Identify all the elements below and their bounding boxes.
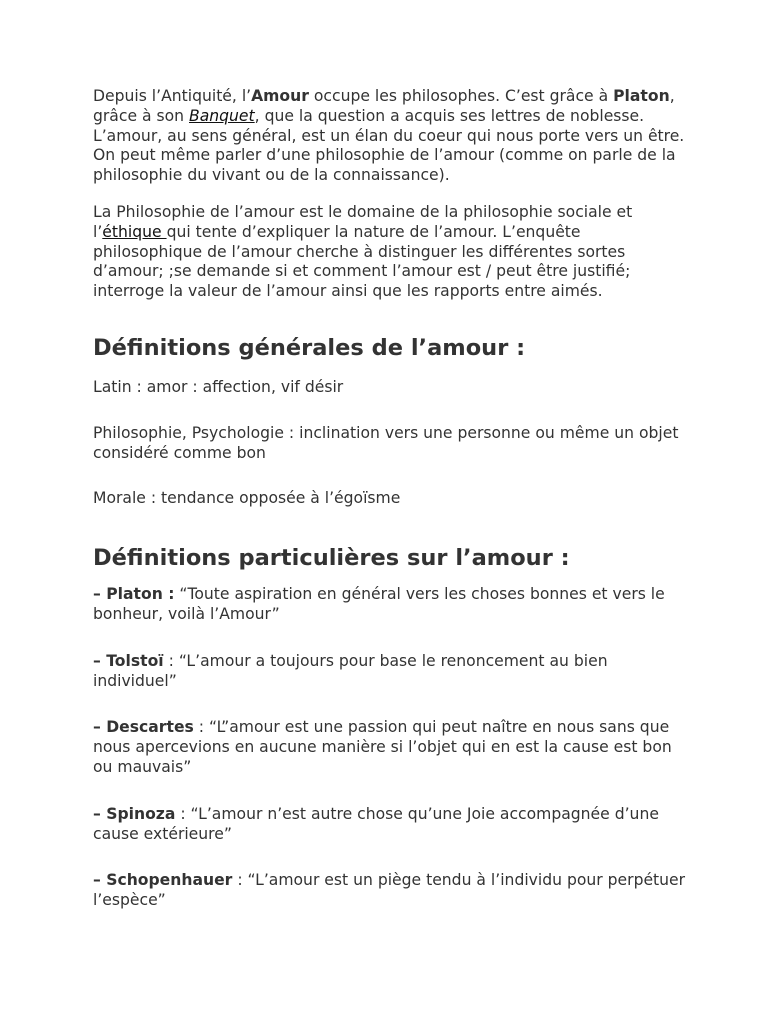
banquet-link[interactable]: Banquet	[189, 106, 255, 125]
quote-text: : “L’amour est un piège tendu à l’individu pour perpétuer l’espèce”	[93, 871, 686, 910]
quote-schopenhauer: – Schopenhauer : “L’amour est un piège tendu à l’individu pour perpétuer l’espèce”	[93, 871, 686, 910]
quote-platon: – Platon : “Toute aspiration en général vers les choses bonnes et vers le bonheur, voilà l’Amour”	[93, 585, 665, 623]
quote-descartes: – Descartes : “L”amour est une passion qui peut naître en nous sans que nous apercevions en aucune manière si l’objet qui en est la cause est bon ou mauvais”	[93, 718, 672, 776]
definition-morale: Morale : tendance opposée à l’égoïsme	[93, 489, 401, 508]
intro-paragraph-1: Depuis l’Antiquité, l’Amour occupe les philosophes. C’est grâce à Platon, grâce à son Banquet, que la question a acquis ses lettres de noblesse. L’amour, au sens général, est un élan du coeur qui nous porte vers un être. On peut même parler d’une philosophie de l’amour (comme on parle de la philosophie du vivant ou de la connaissance).	[93, 87, 685, 185]
quote-author: Descartes	[106, 718, 194, 737]
particular-definitions-heading: Définitions particulières sur l’amour :	[93, 545, 570, 572]
definition-philosophie: Philosophie, Psychologie : inclination vers une personne ou même un objet considéré comme bon	[93, 423, 679, 462]
quote-text: “Toute aspiration en général vers les choses bonnes et vers le bonheur, voilà l’Amour”	[93, 585, 665, 623]
quote-author: Spinoza	[106, 804, 176, 823]
quote-author: Schopenhauer	[106, 871, 233, 890]
amour-bold: Amour	[251, 87, 309, 105]
quote-text: : “L’amour n’est autre chose qu’une Joie accompagnée d’une cause extérieure”	[93, 804, 659, 843]
platon-bold: Platon	[613, 87, 670, 105]
quote-text: : “L’amour a toujours pour base le renoncement au bien individuel”	[93, 651, 608, 690]
intro-paragraph-2: La Philosophie de l’amour est le domaine de la philosophie sociale et l’éthique qui tente d’expliquer la nature de l’amour. L’enquête philosophique de l’amour cherche à distinguer les différentes sortes d’amour; ;se demande si et comment l’amour est / peut être justifié; interroge la valeur de l’amour ainsi que les rapports entre aimés.	[93, 202, 633, 301]
ethique-link[interactable]: éthique	[102, 222, 167, 241]
quote-text: : “L”amour est une passion qui peut naître en nous sans que nous apercevions en aucune manière si l’objet qui en est la cause est bon ou mauvais”	[93, 718, 672, 776]
definition-latin: Latin : amor : affection, vif désir	[93, 377, 344, 396]
quote-author: Platon :	[106, 585, 175, 604]
quote-author: Tolstoï	[106, 651, 164, 670]
quote-tolstoi: – Tolstoï : “L’amour a toujours pour base le renoncement au bien individuel”	[93, 651, 608, 690]
general-definitions-heading: Définitions générales de l’amour :	[93, 334, 526, 361]
quote-spinoza: – Spinoza : “L’amour n’est autre chose qu’une Joie accompagnée d’une cause extérieure”	[93, 804, 659, 843]
